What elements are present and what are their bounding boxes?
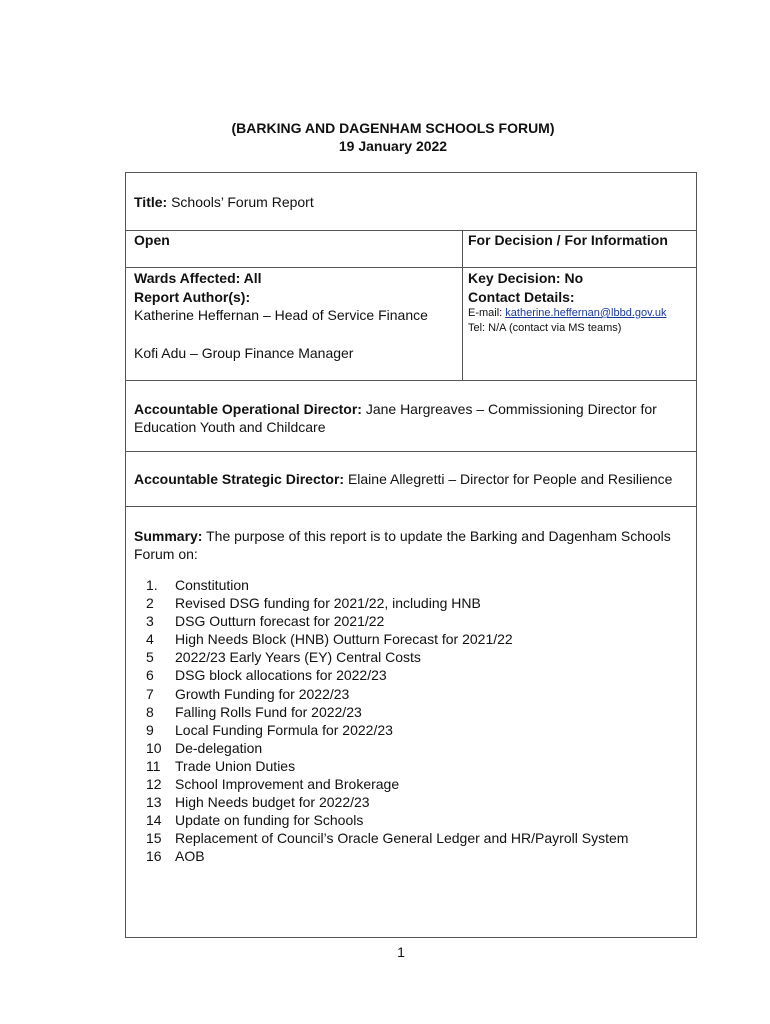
author-2: Kofi Adu – Group Finance Manager: [134, 345, 354, 361]
forum-name: (BARKING AND DAGENHAM SCHOOLS FORUM): [231, 120, 555, 136]
strategic-director-value: Elaine Allegretti – Director for People and Resilience: [344, 471, 673, 487]
email-prefix: E-mail:: [468, 307, 506, 319]
page-number: 1: [397, 944, 405, 960]
operational-director-label: Accountable Operational Director:: [134, 401, 362, 417]
decision-type-label: For Decision / For Information: [468, 232, 668, 248]
column-divider: [462, 231, 463, 381]
open-label: Open: [134, 232, 170, 248]
status-row: [126, 231, 696, 268]
author-1: Katherine Heffernan – Head of Service Finance: [134, 307, 428, 323]
summary-label: Summary:: [134, 528, 203, 544]
summary-text-1: The purpose of this report is to update the Barking and Dagenham Schools: [202, 528, 671, 544]
meeting-date: 19 January 2022: [338, 138, 448, 154]
operational-director-value-cont: Education Youth and Childcare: [134, 419, 326, 435]
key-decision: Key Decision: No: [468, 270, 584, 286]
title-label: Title:: [134, 194, 168, 210]
email-line: [468, 306, 666, 321]
wards-author-row: [126, 268, 696, 381]
telephone: Tel: N/A (contact via MS teams): [468, 322, 622, 334]
page-header: [0, 119, 770, 155]
report-table: Title: Schools’ Forum Report Open For Decision / For Information Wards Affected: All Report Author(s): Katherine Heffernan – Head of Service Finance Kofi Adu – Group Finance Manager Key Decision: No Contact Details: E-mail: katherine.heffernan@lbbd.gov.uk Tel: N/A (contact via MS teams) Accountable Operational Director: Jane Hargreaves – Commissioning Director for Education Youth and Childcare Accountable Strategic Director: Elaine Allegretti – Director for People and Resilience Summary: The purpose of this report is to update the Barking and Dagenham Schools Forum on: 1. Constitution 2 Revised DSG funding for 2021/22, including HNB 3 DSG Outturn forecast for 2021/22 4 High Needs Block (HNB) Outturn Forecast for 2021/22 5 2022/23 Early Years (EY) Central Costs 6 DSG block allocations for 2022/23 7 Growth Funding for 2022/23 8 Falling Rolls Fund for 2022/23 9 Local Funding Formula for 2022/23 10 De-delegation 11 Trade Union Duties 12 School Improvement and Brokerage 13 High Needs budget for 2022/23 14 Update on funding for Schools 15 Replacement of Council’s Oracle General Ledger and HR/Payroll System 16 AOB: [125, 172, 697, 938]
contact-details-label: Contact Details:: [468, 289, 575, 305]
summary-text-2: Forum on:: [134, 546, 198, 562]
title-row: [126, 173, 696, 231]
title-value: Schools’ Forum Report: [167, 194, 314, 210]
strategic-director-label: Accountable Strategic Director:: [134, 471, 345, 487]
wards-affected: Wards Affected: All: [134, 270, 262, 286]
email-link[interactable]: katherine.heffernan@lbbd.gov.uk: [505, 307, 667, 319]
report-author-label: Report Author(s):: [134, 289, 251, 305]
strategic-director-row: [126, 452, 696, 507]
operational-director-row: [126, 381, 696, 452]
operational-director-value: Jane Hargreaves – Commissioning Director for: [361, 401, 657, 417]
summary-text: [134, 527, 671, 563]
